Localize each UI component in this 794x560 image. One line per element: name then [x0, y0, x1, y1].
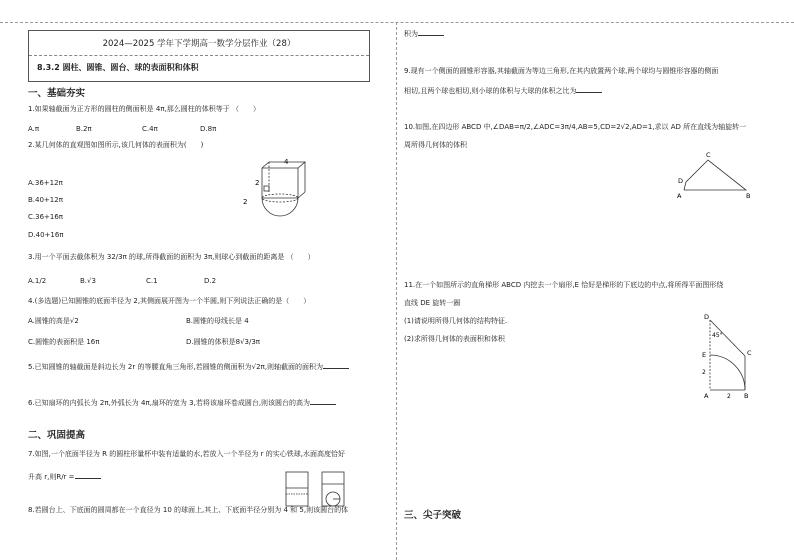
q7-beaker-figure	[284, 470, 354, 510]
question-8: 8.若圆台上、下底面的圆周都在一个直径为 10 的球面上,其上、下底面半径分别为 4 和 5,则该圆台的体	[28, 506, 349, 514]
q9-answer-blank[interactable]	[576, 85, 602, 93]
section-basic: 一、基础夯实	[28, 88, 86, 99]
q2-option-c: C.36+16π	[28, 213, 64, 221]
question-11: 11.在一个如图所示的直角梯形 ABCD 内挖去一个扇形,E 恰好是梯形的下底边的中点,将所得平面图形绕	[404, 281, 724, 289]
header-divider	[29, 55, 369, 56]
top-dashed-rule	[0, 22, 794, 23]
question-4: 4.(多选题)已知圆锥的底面半径为 2,其侧面展开图为一个半圆,则下列说法正确的是（ ）	[28, 297, 311, 305]
question-10: 10.如图,在四边形 ABCD 中,∠DAB=π/2,∠ADC=3π/4,AB=5,CD=2√2,AD=1,求以 AD 所在直线为轴旋转一	[404, 123, 747, 131]
q3-option-b: B.√3	[80, 277, 96, 285]
q4-option-d: D.圆锥的体积是8√3/3π	[186, 338, 261, 346]
q2-solid-figure	[240, 158, 320, 238]
q10-label-c: C	[706, 151, 711, 159]
question-2: 2.某几何体的直观图如图所示,该几何体的表面积为( )	[28, 141, 204, 149]
lesson-subtitle: 8.3.2 圆柱、圆锥、圆台、球的表面积和体积	[37, 63, 199, 72]
question-8-cont-text: 积为	[404, 30, 418, 38]
q3-option-a: A.1/2	[28, 277, 47, 285]
q2-label-side: 2	[255, 179, 260, 187]
q10-label-a: A	[677, 192, 682, 200]
q8-answer-blank[interactable]	[418, 28, 444, 36]
q7-answer-blank[interactable]	[75, 471, 101, 479]
q4-option-c: C.圆锥的表面积是 16π	[28, 338, 100, 346]
q11-label-angle: 45°	[712, 332, 723, 339]
question-7-line2	[28, 471, 101, 482]
q1-option-b: B.2π	[76, 125, 92, 133]
q2-option-b: B.40+12π	[28, 196, 63, 204]
question-8-cont	[404, 28, 444, 39]
section-consolidate: 二、巩固提高	[28, 430, 86, 441]
q11-label-c: C	[747, 349, 752, 357]
column-divider	[396, 22, 397, 560]
q2-option-a: A.36+12π	[28, 179, 63, 187]
q11-label-b: B	[744, 392, 749, 400]
q10-label-b: B	[746, 192, 751, 200]
question-1: 1.如果轴截面为正方形的圆柱的侧面积是 4π,那么圆柱的体积等于 （ ）	[28, 105, 261, 113]
q5-answer-blank[interactable]	[323, 361, 349, 369]
question-6-text: 6.已知扇环的内弧长为 2π,外弧长为 4π,扇环的宽为 3,若将该扇环卷成圆台,则该圆台的高为	[28, 399, 311, 407]
q11-trapezoid-figure	[700, 312, 760, 402]
q11-label-a: A	[704, 392, 709, 400]
q4-option-a: A.圆锥的高是√2	[28, 317, 79, 325]
question-11-part2: (2)求所得几何体的表面积和体积	[404, 335, 505, 343]
section-top: 三、尖子突破	[404, 510, 462, 521]
question-9-text2: 相切,且两个球也相切,则小球的体积与大球的体积之比为	[404, 87, 577, 95]
q11-label-ae-length: 2	[702, 369, 706, 376]
q2-label-top: 4	[284, 158, 289, 166]
worksheet-title: 2024—2025 学年下学期高一数学分层作业（28）	[102, 39, 296, 49]
q1-option-c: C.4π	[142, 125, 158, 133]
q1-option-a: A.π	[28, 125, 40, 133]
q10-quadrilateral-figure	[676, 150, 756, 202]
question-11-line2: 直线 DE 旋转一圈	[404, 299, 461, 307]
q1-option-d: D.8π	[200, 125, 217, 133]
question-6	[28, 397, 336, 408]
q2-label-radius: 2	[243, 198, 248, 206]
question-9: 9.现有一个侧面的圆锥形容器,其轴截面为等边三角形,在其内放置两个球,两个球均与圆锥形容器的侧面	[404, 67, 719, 75]
q2-option-d: D.40+16π	[28, 231, 64, 239]
question-10-line2: 周所得几何体的体积	[404, 141, 467, 149]
q6-answer-blank[interactable]	[310, 397, 336, 405]
q11-label-d: D	[704, 313, 710, 321]
question-7-text2: 升高 r,则R/r =	[28, 473, 75, 481]
question-7: 7.如图,一个底面半径为 R 的圆柱形量杯中装有适量的水,若放入一个半径为 r 的实心铁球,水面高度恰好	[28, 450, 345, 458]
q11-label-ab-length: 2	[727, 393, 731, 400]
question-3: 3.用一个平面去截体积为 32/3π 的球,所得截面的面积为 3π,则球心到截面的距离是 （ ）	[28, 253, 315, 261]
q3-option-c: C.1	[146, 277, 158, 285]
q11-label-e: E	[702, 351, 707, 359]
question-5	[28, 361, 349, 372]
question-5-text: 5.已知圆锥的轴截面是斜边长为 2r 的等腰直角三角形,若圆锥的侧面积为√2π,则轴截面的面积为	[28, 363, 324, 371]
header-box	[28, 30, 370, 82]
q4-option-b: B.圆锥的母线长是 4	[186, 317, 249, 325]
q3-option-d: D.2	[204, 277, 217, 285]
question-9-line2	[404, 85, 602, 96]
q10-label-d: D	[678, 177, 684, 185]
question-11-part1: (1)请说明所得几何体的结构特征.	[404, 317, 508, 325]
